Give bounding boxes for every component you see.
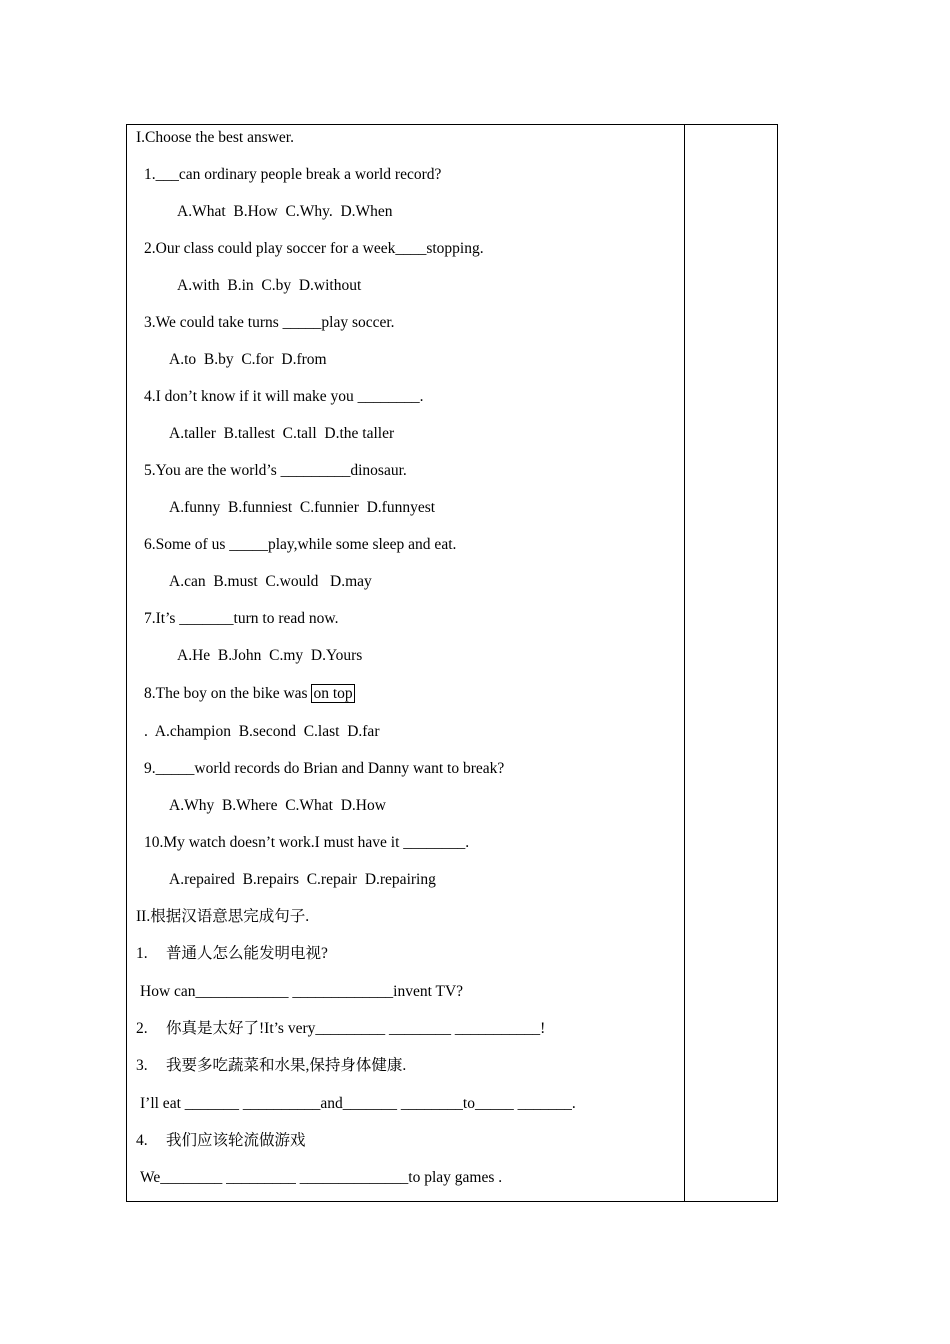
question-5: 5.You are the world’s _________dinosaur. [144, 462, 407, 479]
options-10: A.repaired B.repairs C.repair D.repairing [169, 871, 436, 888]
question-3: 3.We could take turns _____play soccer. [144, 314, 395, 331]
options-4: A.taller B.tallest C.tall D.the taller [169, 425, 395, 442]
translation-3-number: 3. [136, 1057, 148, 1074]
translation-2-chinese: 你真是太好了!It’s very_________ ________ ___________! [166, 1020, 546, 1037]
options-5: A.funny B.funniest C.funnier D.funnyest [169, 499, 436, 516]
question-8-text: 8.The boy on the bike was [144, 685, 312, 702]
question-8 [144, 684, 355, 704]
section2-heading: II.根据汉语意思完成句子. [136, 908, 310, 925]
translation-2-number: 2. [136, 1020, 148, 1037]
translation-4-chinese: 我们应该轮流做游戏 [166, 1132, 306, 1149]
translation-1-number: 1. [136, 945, 148, 962]
translation-1-english: How can____________ _____________invent TV? [140, 983, 464, 1000]
options-3: A.to B.by C.for D.from [169, 351, 327, 368]
translation-1-chinese: 普通人怎么能发明电视? [166, 945, 328, 962]
options-1: A.What B.How C.Why. D.When [177, 203, 393, 220]
question-7: 7.It’s _______turn to read now. [144, 610, 339, 627]
question-10: 10.My watch doesn’t work.I must have it ________. [144, 834, 470, 851]
question-4: 4.I don’t know if it will make you ________. [144, 388, 424, 405]
question-8-boxed-phrase: on top [313, 685, 353, 702]
section1-heading: I.Choose the best answer. [136, 129, 294, 146]
question-2: 2.Our class could play soccer for a week____stopping. [144, 240, 484, 257]
options-9: A.Why B.Where C.What D.How [169, 797, 386, 814]
question-1: 1.___can ordinary people break a world record? [144, 166, 442, 183]
translation-3-chinese: 我要多吃蔬菜和水果,保持身体健康. [166, 1057, 407, 1074]
options-7: A.He B.John C.my D.Yours [177, 647, 363, 664]
translation-4-number: 4. [136, 1132, 148, 1149]
options-6: A.can B.must C.would D.may [169, 573, 372, 590]
question-9: 9._____world records do Brian and Danny want to break? [144, 760, 505, 777]
worksheet-table [126, 124, 778, 1202]
options-2: A.with B.in C.by D.without [177, 277, 362, 294]
translation-3-english: I’ll eat _______ __________and_______ ________to_____ _______. [140, 1095, 576, 1112]
column-divider [684, 125, 685, 1201]
translation-4-english: We________ _________ ______________to play games . [140, 1169, 503, 1186]
question-6: 6.Some of us _____play,while some sleep and eat. [144, 536, 457, 553]
options-8: . A.champion B.second C.last D.far [144, 723, 380, 740]
